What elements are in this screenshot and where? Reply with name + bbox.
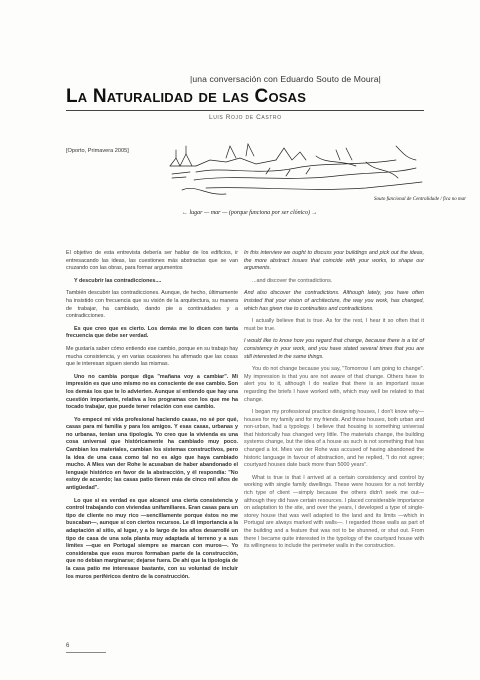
title-rule bbox=[66, 110, 424, 111]
footer-rule bbox=[66, 652, 106, 653]
left-para: Uno no cambia porque diga "mañana voy a cambiar". Mi impresión es que uno mismo no es consciente de ese cambio. Son los demás los que te lo advierten. Aunque sí entiendo que hay una cuestión importante, relativa a los programas con los que me ha tocado trabajar, que puede tener relación con ese cambio. bbox=[66, 373, 238, 411]
left-para: Es que creo que es cierto. Los demás me lo dicen con tanta frecuencia que debe ser verdad. bbox=[66, 325, 238, 340]
left-para: Me gustaría saber cómo entiendo ese cambio, porque en su trabajo hay mucha consistencia, y en varias ocasiones ha afirmado que las cosas que le interesan siguen siendo las mismas. bbox=[66, 345, 239, 368]
right-para: I began my professional practice designing houses, I don't know why— houses for my family and for my friends. And those houses, both urban and non-urban, had a typology. I believe that housing is something universal that historically has changed very little. The materials change, the building systems change, but the idea of a house as such is not something that has changed a lot. Mies van der Rohe was accused of having abandoned the historic language in favour of abstraction, and he replied, "I do not agree; courtyard houses date back more than 5000 years". bbox=[244, 409, 424, 469]
right-para: ...and discover the contradictions. bbox=[252, 277, 333, 284]
page-number: 6 bbox=[66, 643, 70, 649]
architect-sketch bbox=[166, 136, 467, 228]
place-date: [Oporto, Primavera 2005] bbox=[66, 148, 129, 154]
article-subtitle: |una conversación con Eduardo Souto de Moura| bbox=[190, 74, 381, 84]
english-column bbox=[244, 250, 424, 556]
right-para: And also discover the contradictions. Although lately, you have often insisted that your vision of architecture, the way you work, has changed, which has given rise to continuities and contradictions. bbox=[244, 290, 424, 312]
left-para: Y descubrir las contradicciones.... bbox=[74, 277, 162, 284]
left-para: Lo que sí es verdad es que alcancé una cierta consistencia y control trabajando con viviendas unifamiliares. Eran casas para un tipo de cliente no muy rico —sencillamente porque éstos no me buscaban—, aunque sí con ciertos recursos. Le di importancia a la adaptación al sitio, al lugar, y a lo largo de los años desarrollé un tipo de casa de una sola planta muy adaptada al terreno y a sus límites —que en Portugal siempre se marcan con muros—. Yo consideraba que esos muros formaban parte de la construcción, que no debían marginarse; dejarse fuera. De ahí que la tipología de la casa patio me interesase bastante, con su voluntad de incluir los muros periféricos dentro de la construcción. bbox=[66, 497, 238, 580]
right-para: I actually believe that is true. As for the rest, I hear it so often that it must be true. bbox=[244, 318, 424, 332]
left-para: Yo empecé mi vida profesional haciendo casas, no sé por qué, casas para mi familia y para los amigos. Y esas casas, urbanas y no urbanas, tenían una tipología. Yo creo que la vivienda es una cosa universal que históricamente ha cambiado muy poco. Cambian los materiales, cambian los sistemas constructivos, pero la idea de una casa como tal no es algo que haya cambiado mucho. A Mies van der Rohe le acusaban de haber abandonado el lenguaje histórico en favor de la abstracción, y él respondía: "No estoy de acuerdo; las casas patio tienen más de cinco mil años de antigüedad". bbox=[66, 416, 238, 492]
author-name bbox=[209, 114, 282, 121]
right-para: You do not change because you say, "Tomorrow I am going to change". My impression is that you are not aware of that change. Others have to alert you to it, although I do realize that there is an important issue regarding the briefs I have worked with, which may well be related to that change. bbox=[244, 366, 424, 403]
article-title bbox=[66, 86, 306, 108]
sketch-caption-right: Souto funcional de Centralidade / fica no mar bbox=[374, 197, 467, 202]
right-para: In this interview we ought to discuss your buildings and pick out the ideas, the more abstract issues that coincide with your works, to shape our arguments. bbox=[244, 250, 424, 272]
title-text: La Naturalidad de las Cosas bbox=[66, 86, 307, 107]
spanish-column bbox=[66, 250, 238, 586]
sketch-caption-left: ← lugar — mar — (porque funciona por ser clónico) → bbox=[182, 210, 318, 216]
left-para: También descubrir las contradicciones. Aunque, de hecho, últimamente ha insistido con frecuencia que su visión de la arquitectura, su manera de trabajar, ha cambiado, dando pie a continuidades y a contradicciones. bbox=[66, 290, 238, 320]
left-para: El objetivo de esta entrevista debería ser hablar de los edificios, ir entresacando las ideas, las cuestiones más abstractas que se van cruzando con las obras, para formar argumentos bbox=[66, 250, 238, 272]
right-para: What is true is that I arrived at a certain consistency and control by working with single family dwellings. These were houses for a not terribly rich type of client —simply because the others didn't seek me out— although they did have certain resources. I placed considerable importance on adaptation to the site, and over the years, I developed a type of single-storey house that was well adapted to the land and its limits —which in Portugal are always marked with walls—. I regarded those walls as part of the building and a feature that was not to be shunned, or shut out. From there I became quite interested in the typology of the courtyard house with its willingness to include the perimeter walls in the construction. bbox=[244, 474, 424, 550]
author-text: Luis Rojo de Castro bbox=[209, 114, 282, 121]
right-para: I would like to know how you regard that change, because there is a lot of consistency in your work, and you have stated several times that you are still interested in the same things. bbox=[244, 338, 424, 360]
